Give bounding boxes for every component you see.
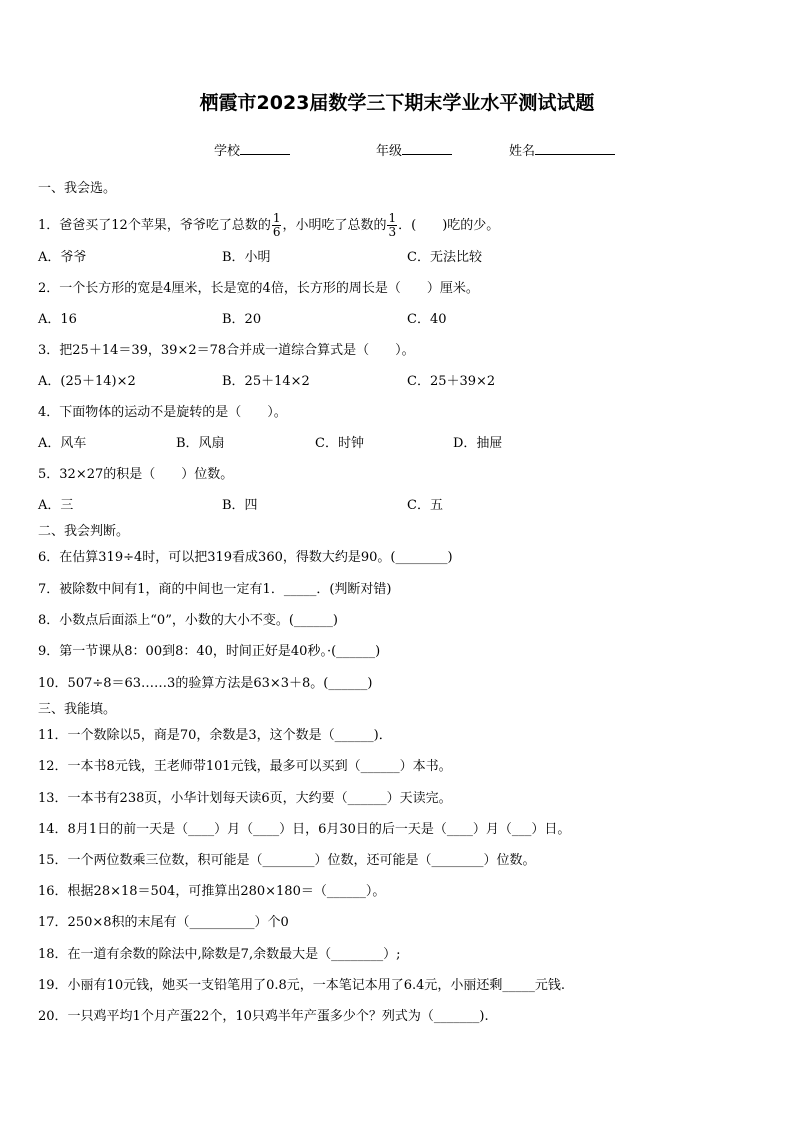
question-6: 6．在估算319÷4时，可以把319看成360，得数大约是90。(________) [38,550,453,565]
q3-option-a: A．(25＋14)×2 [38,374,136,389]
page-title: 栖霞市2023届数学三下期末学业水平测试试题 [199,92,595,114]
fraction-one-third: $\frac{1}{3}$ [388,211,397,239]
fraction-one-sixth: $\frac{1}{6}$ [272,211,281,239]
question-1 [38,212,499,239]
question-12: 12．一本书8元钱，王老师带101元钱，最多可以买到（______）本书。 [38,759,452,774]
question-16: 16．根据28×18＝504，可推算出280×180＝（______）。 [38,884,386,899]
q2-option-c: C．40 [407,312,447,327]
q3-option-c: C．25＋39×2 [407,374,496,389]
question-13: 13．一本书有238页，小华计划每天读6页，大约要（______）天读完。 [38,791,452,806]
school-field [214,140,290,159]
grade-blank [402,142,452,155]
q1-option-c: C．无法比较 [407,250,482,265]
q5-option-c: C．五 [407,498,443,513]
q5-option-a: A．三 [38,498,74,513]
q2-option-b: B．20 [222,312,262,327]
section-heading: 三、我能填。 [38,702,117,717]
q1-text-part3: ．( )吃的少。 [398,218,500,233]
q4-option-b: B．风扇 [176,436,225,451]
question-14: 14．8月1日的前一天是（____）月（____）日，6月30日的后一天是（____）月（___）日。 [38,822,571,837]
section-heading: 一、我会选。 [38,181,117,196]
name-label: 姓名 [509,144,536,159]
q1-option-a: A．爷爷 [38,250,87,265]
question-11: 11．一个数除以5，商是70，余数是3，这个数是（______)． [38,728,392,743]
q4-option-c: C．时钟 [315,436,364,451]
q1-option-b: B．小明 [222,250,271,265]
question-17: 17．250×8积的末尾有（__________）个0 [38,915,289,930]
question-19: 19．小丽有10元钱，她买一支铅笔用了0.8元，一本笔记本用了6.4元，小丽还剩_____元钱. [38,978,566,993]
question-15: 15．一个两位数乘三位数，积可能是（________）位数，还可能是（________）位数。 [38,853,536,868]
school-blank [240,142,290,155]
school-label: 学校 [214,144,241,159]
q5-option-b: B．四 [222,498,258,513]
q4-option-a: A．风车 [38,436,87,451]
name-field [509,140,615,159]
question-5: 5．32×27的积是（ ）位数。 [38,467,234,482]
grade-label: 年级 [376,144,403,159]
question-4: 4．下面物体的运动不是旋转的是（ ）。 [38,405,287,420]
question-8: 8．小数点后面添上“0”，小数的大小不变。(______) [38,613,338,628]
grade-field [376,140,452,159]
question-2: 2．一个长方形的宽是4厘米，长是宽的4倍，长方形的周长是（ ）厘米。 [38,281,479,296]
question-9: 9．第一节课从8：00到8：40，时间正好是40秒。·(______) [38,644,381,659]
name-blank [535,142,615,155]
question-20: 20．一只鸡平均1个月产蛋22个，10只鸡半年产蛋多少个？列式为（_______). [38,1009,489,1024]
question-18: 18．在一道有余数的除法中,除数是7,余数最大是（________）; [38,947,401,962]
q4-option-d: D．抽屉 [453,436,503,451]
question-10: 10．507÷8＝63……3的验算方法是63×3＋8。(______) [38,676,373,691]
question-3: 3．把25＋14＝39，39×2＝78合并成一道综合算式是（ ）。 [38,343,415,358]
question-7: 7．被除数中间有1，商的中间也一定有1．_____．(判断对错) [38,582,392,597]
section-heading: 二、我会判断。 [38,524,130,539]
q2-option-a: A．16 [38,312,77,327]
q1-text-part2: ，小明吃了总数的 [282,218,387,233]
q1-text-part1: 1．爸爸买了12个苹果，爷爷吃了总数的 [38,218,271,233]
q3-option-b: B．25＋14×2 [222,374,310,389]
